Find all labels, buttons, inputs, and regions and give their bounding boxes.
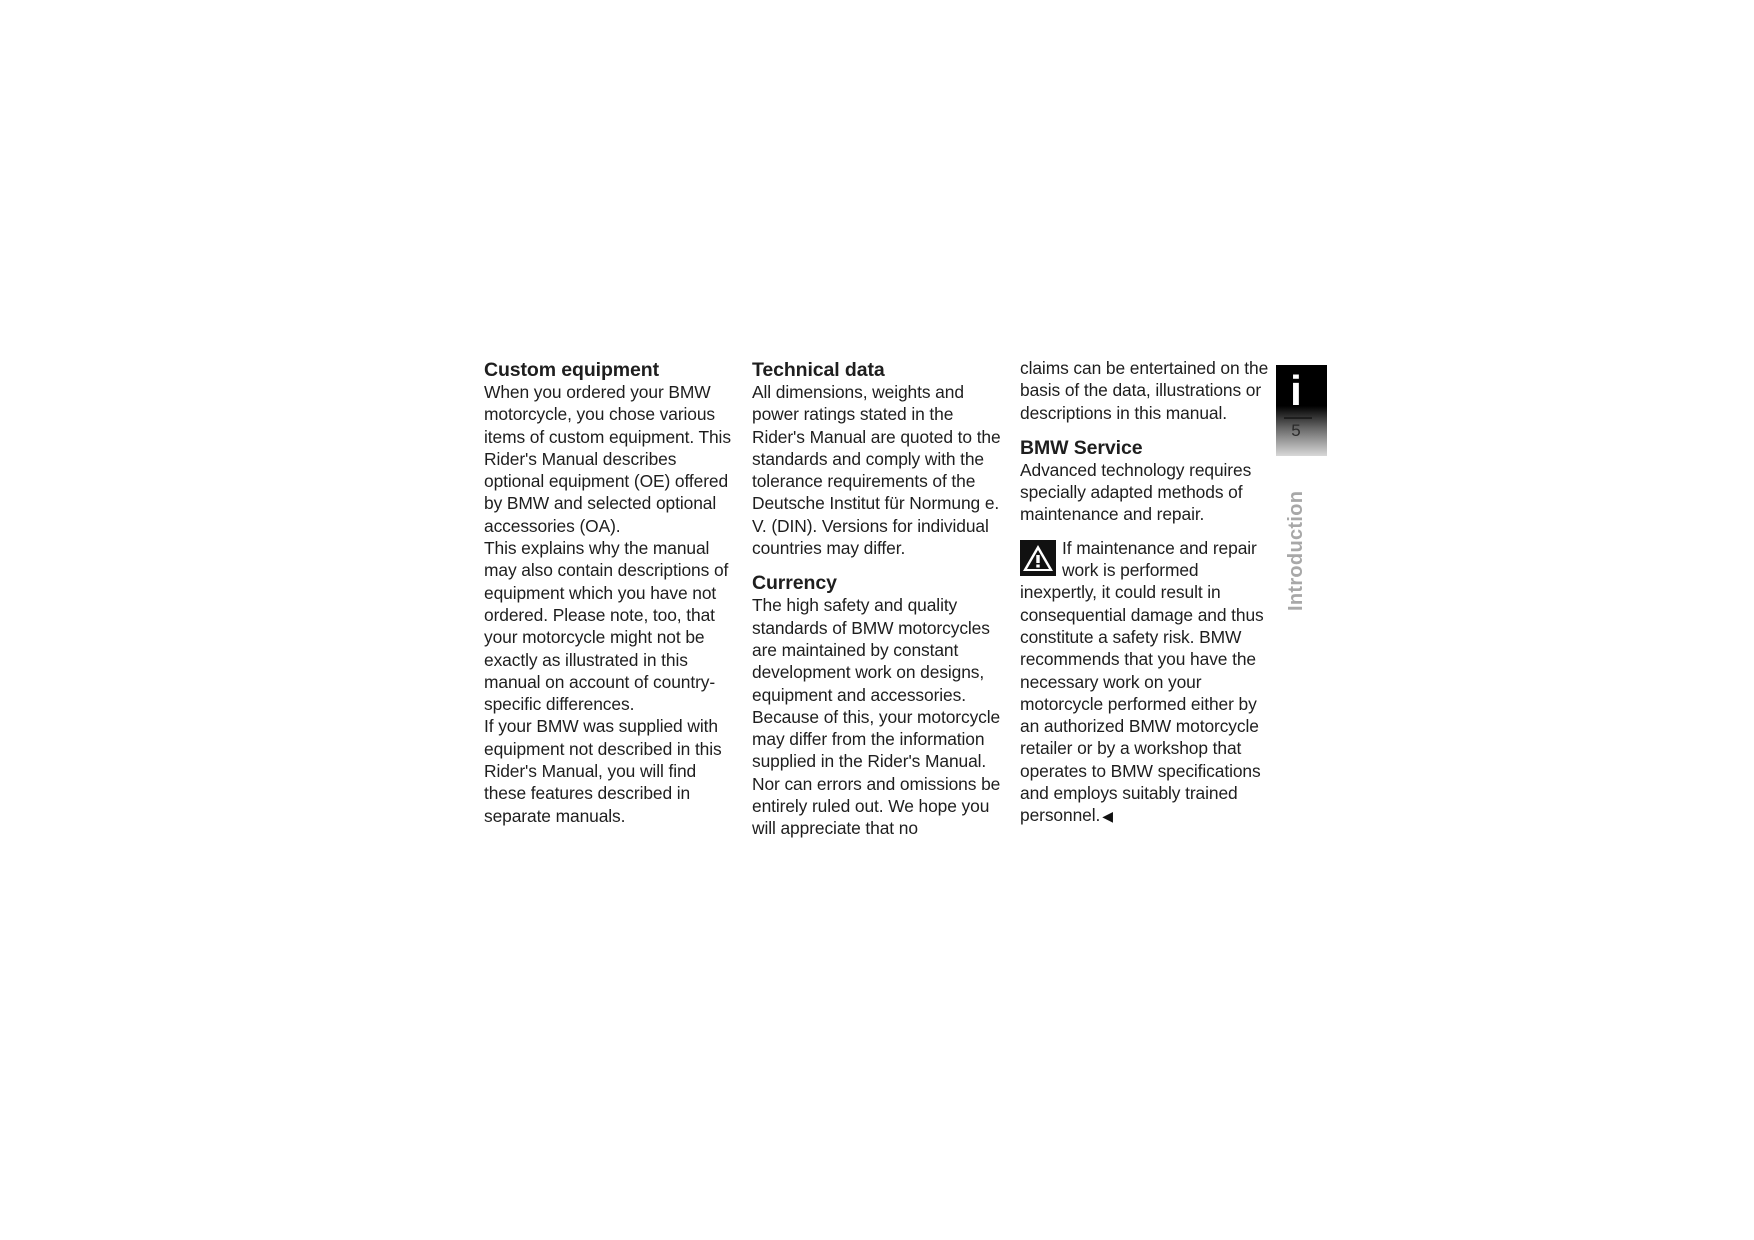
- heading-bmw-service: BMW Service: [1020, 436, 1143, 459]
- column-bmw-service: [1020, 357, 1272, 828]
- heading-technical-data: Technical data: [752, 359, 885, 381]
- section-tab: [1276, 365, 1327, 456]
- paragraph-custom-equipment-1: When you ordered your BMW motorcycle, you chose various items of custom equipment. This Rider's Manual describes optional equipment (OE) offered by BMW and selected optional accessories (OA).: [484, 382, 731, 536]
- section-label: Introduction: [1285, 490, 1307, 611]
- heading-currency: Currency: [752, 572, 837, 595]
- end-mark-icon: ◀: [1102, 808, 1113, 825]
- column-technical-currency: [752, 357, 1004, 840]
- paragraph-technical-data: All dimensions, weights and power ratings stated in the Rider's Manual are quoted to the standards and comply with the tolerance requirements of the Deutsche Institut für Normung e. V. (DIN). Versions for individual countries may differ.: [752, 382, 1001, 559]
- info-letter-icon: i: [1290, 367, 1302, 414]
- paragraph-currency: The high safety and quality standards of BMW motorcycles are maintained by constant development work on designs, equipment and accessories. Because of this, your motorcycle may differ from the information supplied in the Rider's Manual. Nor can errors and omissions be entirely ruled out. We hope you will appreciate that no: [752, 595, 1001, 839]
- paragraph-claims-continued: claims can be entertained on the basis of the data, illustrations or descriptions in this manual.: [1020, 358, 1269, 423]
- column-custom-equipment: [484, 357, 736, 827]
- warning-block: [1020, 537, 1272, 828]
- warning-text: If maintenance and repair work is performed inexpertly, it could result in consequential damage and thus constitute a safety risk. BMW recommends that you have the necessary work on your motorcycle performed either by an authorized BMW motorcycle retailer or by a workshop that operates to BMW specifications and employs suitably trained personnel.: [1020, 537, 1264, 826]
- tab-divider: [1284, 417, 1312, 419]
- page-number: 5: [1291, 421, 1301, 440]
- warning-triangle-icon: [1020, 540, 1056, 576]
- paragraph-custom-equipment-2: This explains why the manual may also contain descriptions of equipment which you have not ordered. Please note, too, that your motorcycle might not be exactly as illustrated in this manual on account of country-specific differences.: [484, 538, 729, 715]
- paragraph-custom-equipment-3: If your BMW was supplied with equipment not described in this Rider's Manual, you will find these features described in separate manuals.: [484, 716, 722, 826]
- heading-custom-equipment: Custom equipment: [484, 359, 659, 381]
- paragraph-bmw-service: Advanced technology requires specially adapted methods of maintenance and repair.: [1020, 459, 1252, 525]
